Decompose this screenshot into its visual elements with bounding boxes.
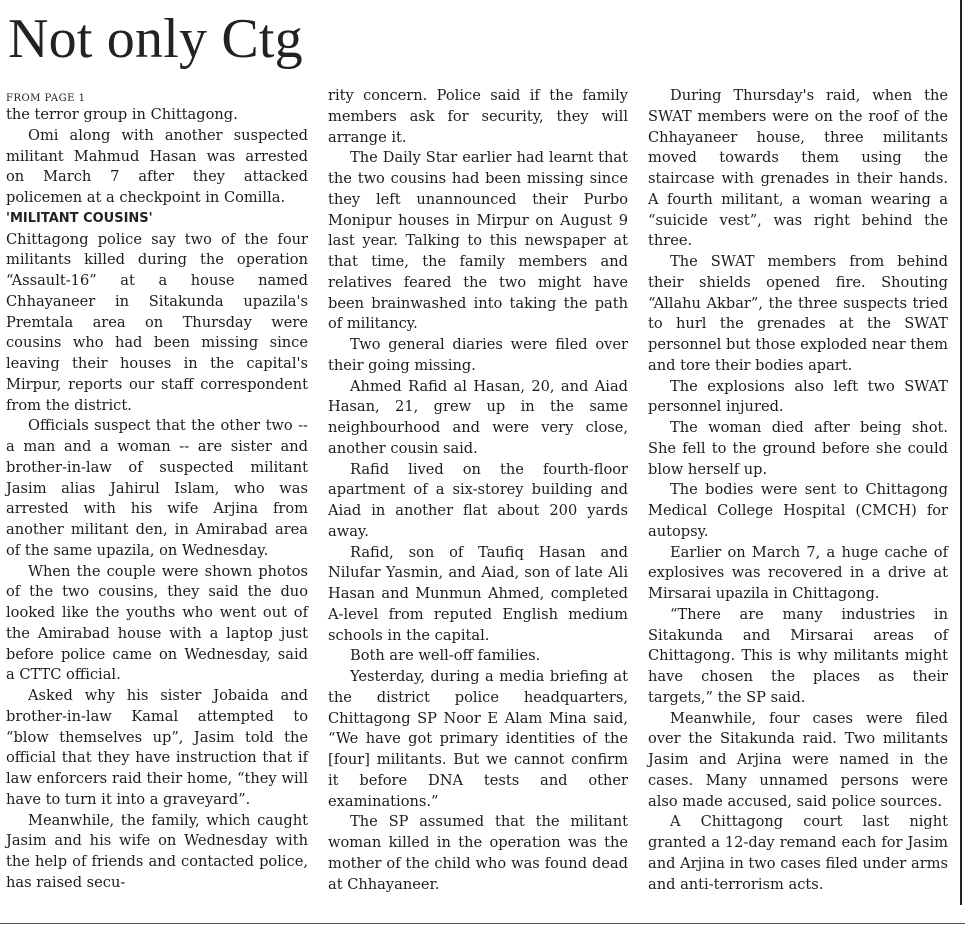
paragraph: Asked why his sister Jobaida and brother-in-law Kamal attempted to “blow themselves up”, Jasim told the official that they have instruction that if law enforcers raid their home, “they will have to turn it into a graveyard”. bbox=[6, 687, 308, 808]
paragraph: Rafid, son of Taufiq Hasan and Nilufar Yasmin, and Aiad, son of late Ali Hasan and Munmun Ahmed, completed A-level from reputed English medium schools in the capital. bbox=[328, 543, 628, 644]
article-column-3 bbox=[648, 86, 948, 895]
paragraph: Earlier on March 7, a huge cache of explosives was recovered in a drive at Mirsarai upazila in Chittagong. bbox=[648, 543, 948, 602]
article-column-2 bbox=[328, 86, 628, 895]
article-column-1 bbox=[6, 92, 308, 894]
paragraph: Ahmed Rafid al Hasan, 20, and Aiad Hasan, 21, grew up in the same neighbourhood and were very close, another cousin said. bbox=[328, 377, 628, 457]
paragraph: The SP assumed that the militant woman killed in the operation was the mother of the child who was found dead at Chhayaneer. bbox=[328, 813, 628, 893]
headline: Not only Ctg bbox=[8, 8, 303, 70]
paragraph: The explosions also left two SWAT personnel injured. bbox=[648, 377, 948, 416]
paragraph: The bodies were sent to Chittagong Medical College Hospital (CMCH) for autopsy. bbox=[648, 481, 948, 540]
paragraph: rity concern. Police said if the family members ask for security, they will arrange it. bbox=[328, 87, 628, 146]
paragraph: During Thursday's raid, when the SWAT members were on the roof of the Chhayaneer house, three militants moved towards them using the staircase with grenades in their hands. A fourth militant, a woman wearing a “suicide vest”, was right behind the three. bbox=[648, 87, 948, 250]
paragraph: “There are many industries in Sitakunda and Mirsarai areas of Chittagong. This is why militants might have chosen the places as their targets,” the SP said. bbox=[648, 605, 948, 706]
paragraph: Meanwhile, four cases were filed over the Sitakunda raid. Two militants Jasim and Arjina were named in the cases. Many unnamed persons were also made accused, said police sources. bbox=[648, 709, 948, 810]
paragraph: Omi along with another suspected militant Mahmud Hasan was arrested on March 7 after they attacked policemen at a checkpoint in Comilla. bbox=[6, 126, 308, 206]
paragraph: The SWAT members from behind their shields opened fire. Shouting “Allahu Akbar”, the three suspects tried to hurl the grenades at the SWAT personnel but those exploded near them and tore their bodies apart. bbox=[648, 253, 948, 374]
paragraph: Officials suspect that the other two -- a man and a woman -- are sister and brother-in-law of suspected militant Jasim alias Jahirul Islam, who was arrested with his wife Arjina from another militant den, in Amirabad area of the same upazila, on Wednesday. bbox=[6, 417, 308, 559]
kicker-from-page: FROM PAGE 1 bbox=[6, 93, 86, 104]
column-rule-right bbox=[960, 0, 962, 905]
paragraph: Chittagong police say two of the four militants killed during the operation “Assault-16” at a house named Chhayaneer in Sitakunda upazila's Premtala area on Thursday were cousins who had been missing since leaving their houses in the capital's Mirpur, reports our staff correspondent from the district. bbox=[6, 230, 308, 414]
subheading: 'MILITANT COUSINS' bbox=[6, 210, 153, 226]
paragraph: the terror group in Chittagong. bbox=[6, 106, 238, 123]
paragraph: The Daily Star earlier had learnt that the two cousins had been missing since they left unannounced their Purbo Monipur houses in Mirpur on August 9 last year. Talking to this newspaper at that time, the family members and relatives feared the two might have been brainwashed into taking the path of militancy. bbox=[328, 149, 628, 333]
paragraph: A Chittagong court last night granted a 12-day remand each for Jasim and Arjina in two cases filed under arms and anti-terrorism acts. bbox=[648, 813, 948, 893]
paragraph: Meanwhile, the family, which caught Jasim and his wife on Wednesday with the help of friends and contacted police, has raised secu- bbox=[6, 811, 308, 891]
paragraph: Rafid lived on the fourth-floor apartment of a six-storey building and Aiad in another flat about 200 yards away. bbox=[328, 460, 628, 540]
paragraph: Two general diaries were filed over their going missing. bbox=[328, 336, 628, 374]
paragraph: When the couple were shown photos of the two cousins, they said the duo looked like the youths who went out of the Amirabad house with a laptop just before police came on Wednesday, said a CTTC official. bbox=[6, 562, 308, 684]
bottom-rule bbox=[0, 923, 965, 924]
paragraph: The woman died after being shot. She fell to the ground before she could blow herself up. bbox=[648, 419, 948, 478]
paragraph: Both are well-off families. bbox=[350, 647, 541, 665]
paragraph: Yesterday, during a media briefing at the district police headquarters, Chittagong SP Noor E Alam Mina said, “We have got primary identities of the [four] militants. But we cannot confirm it before DNA tests and other examinations.” bbox=[328, 668, 628, 810]
